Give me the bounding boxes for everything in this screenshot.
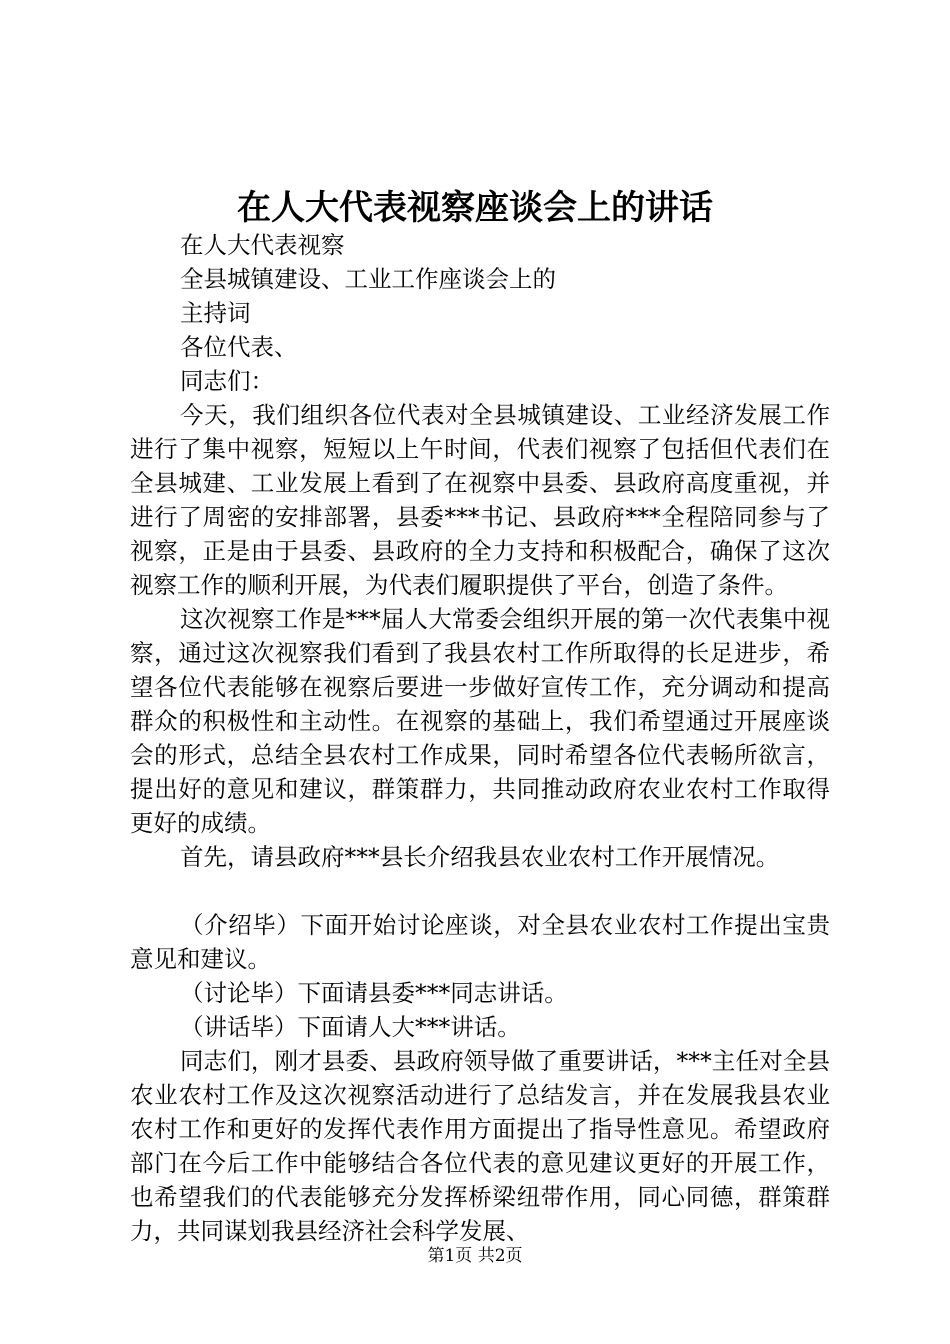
- body-paragraph: 同志们，刚才县委、县政府领导做了重要讲话，***主任对全县农业农村工作及这次视察活动进行了总结发言，并在发展我县农业农村工作和更好的发挥代表作用方面提出了指导性意见。希望政府部门在今后工作中能够结合各位代表的意见建议更好的开展工作，也希望我们的代表能够充分发挥桥梁纽带作用，同心同德，群策群力，共同谋划我县经济社会科学发展、: [130, 1047, 830, 1245]
- heading-line: 在人大代表视察: [180, 231, 345, 259]
- body-paragraph: （介绍毕）下面开始讨论座谈，对全县农业农村工作提出宝贵意见和建议。: [130, 911, 830, 973]
- body-paragraph: 这次视察工作是***届人大常委会组织开展的第一次代表集中视察，通过这次视察我们看到了我县农村工作所取得的长足进步，希望各位代表能够在视察后要进一步做好宣传工作，充分调动和提高群众的积极性和主动性。在视察的基础上，我们希望通过开展座谈会的形式，总结全县农村工作成果，同时希望各位代表畅所欲言，提出好的意见和建议，群策群力，共同推动政府农业农村工作取得更好的成绩。: [130, 605, 830, 837]
- blank-line: [130, 874, 830, 908]
- heading-line: 全县城镇建设、工业工作座谈会上的: [180, 265, 556, 293]
- body-paragraph: （讨论毕）下面请县委***同志讲话。: [180, 979, 568, 1007]
- salutation-line: 同志们：: [180, 367, 274, 395]
- document-body: [130, 228, 830, 1248]
- heading-line: 主持词: [180, 299, 251, 327]
- salutation-line: 各位代表、: [180, 333, 298, 361]
- body-paragraph: 今天，我们组织各位代表对全县城镇建设、工业经济发展工作进行了集中视察，短短以上午时间，代表们视察了包括但代表们在全县城建、工业发展上看到了在视察中县委、县政府高度重视，并进行了周密的安排部署，县委***书记、县政府***全程陪同参与了视察，正是由于县委、县政府的全力支持和积极配合，确保了这次视察工作的顺利开展，为代表们履职提供了平台，创造了条件。: [130, 401, 830, 599]
- body-paragraph: （讲话毕）下面请人大***讲话。: [180, 1013, 521, 1041]
- body-paragraph: 首先，请县政府***县长介绍我县农业农村工作开展情况。: [180, 843, 780, 871]
- document-title: 在人大代表视察座谈会上的讲话: [237, 188, 713, 228]
- page-footer: 第1页 共2页: [427, 1246, 523, 1266]
